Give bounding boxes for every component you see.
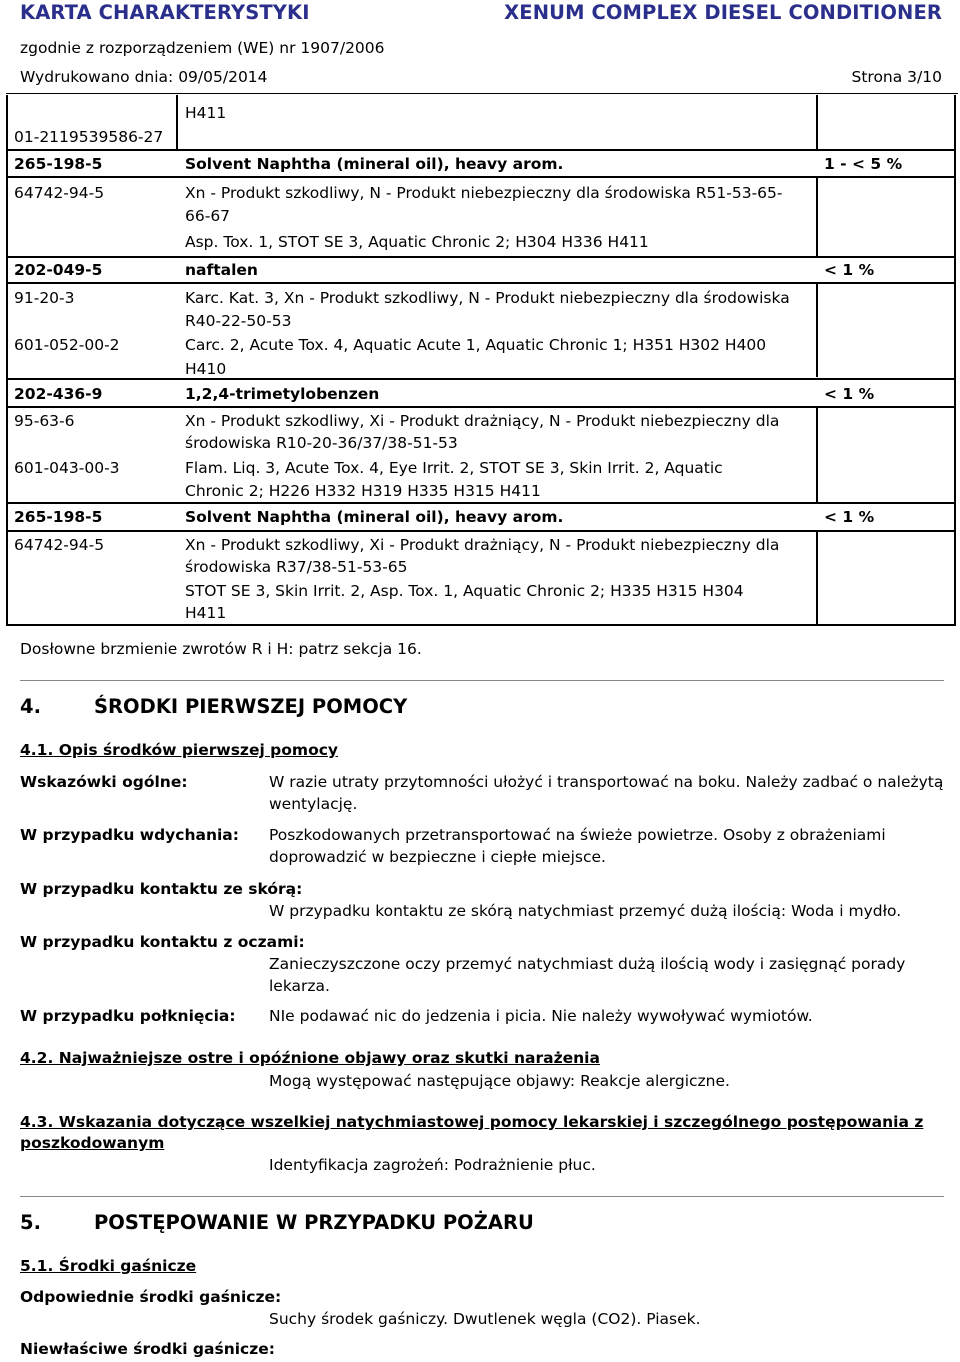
classification-text: Carc. 2, Acute Tox. 4, Aquatic Acute 1, Aquatic Chronic 1; H351 H302 H400 <box>185 336 767 354</box>
substance-name: Solvent Naphtha (mineral oil), heavy arom. <box>185 508 564 526</box>
table-divider <box>176 95 178 150</box>
ec-number: 202-049-5 <box>14 261 103 279</box>
extinguishing-text: Suchy środek gaśniczy. Dwutlenek węgla (CO2). Piasek. <box>269 1310 701 1328</box>
cas-number: 64742-94-5 <box>14 536 105 554</box>
classification-text: Xn - Produkt szkodliwy, Xi - Produkt drażniący, N - Produkt niebezpieczny dla <box>185 536 780 554</box>
substance-name: Solvent Naphtha (mineral oil), heavy arom. <box>185 155 564 173</box>
table-row-separator <box>6 176 956 178</box>
index-number: 601-043-00-3 <box>14 459 120 477</box>
first-aid-text: W razie utraty przytomności ułożyć i transportować na boku. Należy zadbać o należytą <box>269 773 944 791</box>
table-border-right <box>954 95 956 626</box>
index-number: 601-052-00-2 <box>14 336 120 354</box>
header-rule <box>6 93 958 94</box>
classification-text: Chronic 2; H226 H332 H319 H335 H315 H411 <box>185 482 541 500</box>
cas-number: 91-20-3 <box>14 289 75 307</box>
table-border-left <box>6 95 8 626</box>
table-divider <box>816 531 818 626</box>
table-cell: H411 <box>185 104 227 122</box>
subsection-4-2: 4.2. Najważniejsze ostre i opóźnione objawy oraz skutki narażenia <box>20 1049 600 1067</box>
classification-text: R40-22-50-53 <box>185 312 292 330</box>
first-aid-text: doprowadzić w bezpieczne i ciepłe miejsce. <box>269 848 606 866</box>
classification-text: H411 <box>185 604 227 622</box>
subsection-4-3-continued: poszkodowanym <box>20 1134 165 1152</box>
first-aid-label: W przypadku wdychania: <box>20 826 239 844</box>
section-5-number: 5. <box>20 1211 41 1234</box>
ec-number: 265-198-5 <box>14 508 103 526</box>
table-row-separator <box>6 282 956 284</box>
subsection-4-3: 4.3. Wskazania dotyczące wszelkiej natychmiastowej pomocy lekarskiej i szczególnego postępowania z <box>20 1113 924 1131</box>
table-row-separator <box>6 530 956 532</box>
classification-text: Asp. Tox. 1, STOT SE 3, Aquatic Chronic 2; H304 H336 H411 <box>185 233 649 251</box>
cas-number: 95-63-6 <box>14 412 75 430</box>
first-aid-text: W przypadku kontaktu ze skórą natychmiast przemyć dużą ilością: Woda i mydło. <box>269 902 902 920</box>
table-footnote: Dosłowne brzmienie zwrotów R i H: patrz sekcja 16. <box>20 640 422 658</box>
symptoms-text: Mogą występować następujące objawy: Reakcje alergiczne. <box>269 1072 730 1090</box>
subsection-5-1: 5.1. Środki gaśnicze <box>20 1257 197 1275</box>
table-cell: 01-2119539586-27 <box>14 128 164 146</box>
section-rule <box>20 680 944 681</box>
extinguishing-label: Niewłaściwe środki gaśnicze: <box>20 1340 275 1358</box>
ec-number: 265-198-5 <box>14 155 103 173</box>
cas-number: 64742-94-5 <box>14 184 105 202</box>
page-number: Strona 3/10 <box>851 68 942 86</box>
subsection-4-1: 4.1. Opis środków pierwszej pomocy <box>20 741 339 759</box>
extinguishing-label: Odpowiednie środki gaśnicze: <box>20 1288 282 1306</box>
section-5-title: POSTĘPOWANIE W PRZYPADKU POŻARU <box>94 1211 534 1234</box>
ec-number: 202-436-9 <box>14 385 103 403</box>
medical-attention-text: Identyfikacja zagrożeń: Podrażnienie płuc. <box>269 1156 596 1174</box>
concentration: < 1 % <box>824 385 875 403</box>
section-4-number: 4. <box>20 695 41 718</box>
classification-text: Flam. Liq. 3, Acute Tox. 4, Eye Irrit. 2, STOT SE 3, Skin Irrit. 2, Aquatic <box>185 459 723 477</box>
classification-text: H410 <box>185 360 227 378</box>
concentration: < 1 % <box>824 261 875 279</box>
table-bottom-border <box>6 624 956 626</box>
substance-name: naftalen <box>185 261 258 279</box>
table-divider <box>816 177 818 257</box>
first-aid-text: NIe podawać nic do jedzenia i picia. Nie należy wywoływać wymiotów. <box>269 1007 813 1025</box>
print-date: Wydrukowano dnia: 09/05/2014 <box>20 68 268 86</box>
concentration: 1 - < 5 % <box>824 155 903 173</box>
section-rule <box>20 1196 944 1197</box>
classification-text: środowiska R37/38-51-53-65 <box>185 558 408 576</box>
table-row-separator <box>6 502 956 504</box>
classification-text: 66-67 <box>185 207 231 225</box>
first-aid-text: Zanieczyszczone oczy przemyć natychmiast dużą ilością wody i zasięgnąć porady <box>269 955 906 973</box>
document-title: KARTA CHARAKTERYSTYKI <box>20 1 310 24</box>
substance-name: 1,2,4-trimetylobenzen <box>185 385 380 403</box>
table-row-separator <box>6 149 956 151</box>
classification-text: STOT SE 3, Skin Irrit. 2, Asp. Tox. 1, Aquatic Chronic 2; H335 H315 H304 <box>185 582 744 600</box>
first-aid-label: W przypadku kontaktu ze skórą: <box>20 880 303 898</box>
first-aid-text: Poszkodowanych przetransportować na świeże powietrze. Osoby z obrażeniami <box>269 826 886 844</box>
table-divider <box>816 407 818 503</box>
table-row-separator <box>6 378 956 380</box>
table-divider <box>816 283 818 377</box>
classification-text: Xn - Produkt szkodliwy, Xi - Produkt drażniący, N - Produkt niebezpieczny dla <box>185 412 780 430</box>
classification-text: Karc. Kat. 3, Xn - Produkt szkodliwy, N - Produkt niebezpieczny dla środowiska <box>185 289 790 307</box>
concentration: < 1 % <box>824 508 875 526</box>
table-divider <box>816 95 818 150</box>
table-row-separator <box>6 256 956 258</box>
first-aid-label: W przypadku kontaktu z oczami: <box>20 933 305 951</box>
section-4-title: ŚRODKI PIERWSZEJ POMOCY <box>94 695 408 718</box>
first-aid-label: Wskazówki ogólne: <box>20 773 188 791</box>
classification-text: Xn - Produkt szkodliwy, N - Produkt niebezpieczny dla środowiska R51-53-65- <box>185 184 783 202</box>
regulation-text: zgodnie z rozporządzeniem (WE) nr 1907/2006 <box>20 39 385 57</box>
first-aid-text: wentylację. <box>269 795 358 813</box>
first-aid-label: W przypadku połknięcia: <box>20 1007 236 1025</box>
table-row-separator <box>6 406 956 408</box>
product-name: XENUM COMPLEX DIESEL CONDITIONER <box>504 1 942 24</box>
classification-text: środowiska R10-20-36/37/38-51-53 <box>185 434 458 452</box>
first-aid-text: lekarza. <box>269 977 330 995</box>
